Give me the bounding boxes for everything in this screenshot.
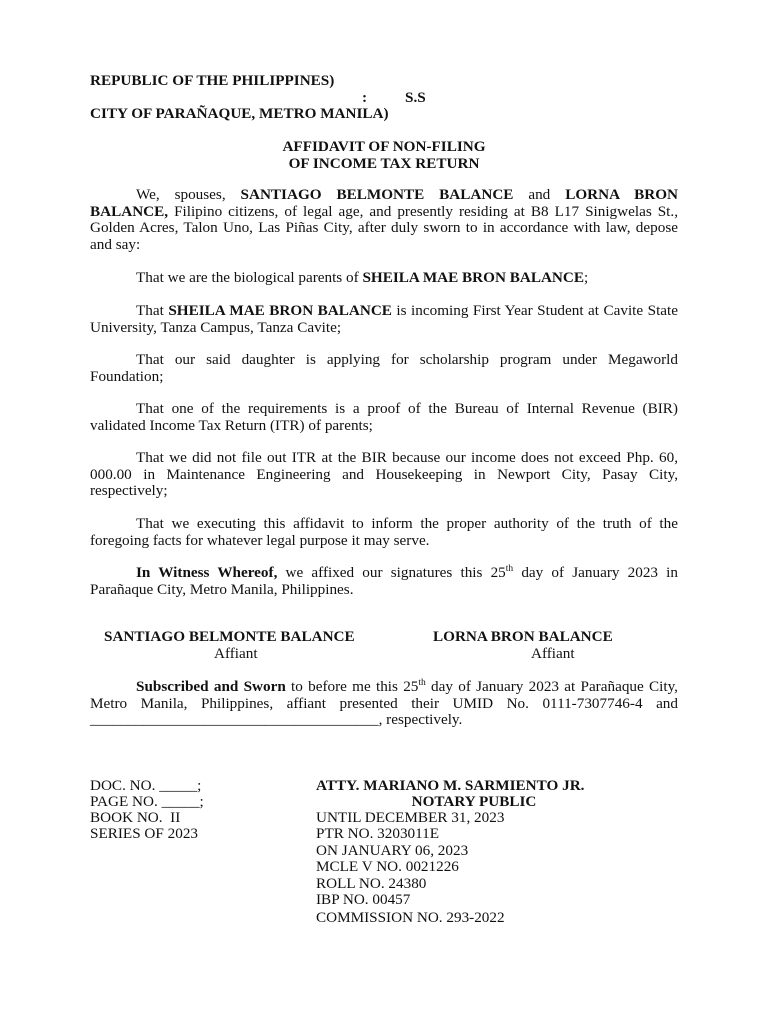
notary-name: ATTY. MARIANO M. SARMIENTO JR. xyxy=(316,777,585,794)
notary-mcle: MCLE V NO. 0021226 xyxy=(316,858,459,875)
paragraph-scholarship: That our said daughter is applying for scholarship program under Megaworld Foundation; xyxy=(90,351,678,385)
notary-ptr: PTR NO. 3203011E xyxy=(316,825,440,842)
notary-ptr-date: ON JANUARY 06, 2023 xyxy=(316,842,469,859)
affiant-name-1: SANTIAGO BELMONTE BALANCE xyxy=(240,186,514,203)
affiant-name-2: LORNA BRON BALANCE, xyxy=(90,186,678,220)
document-title xyxy=(90,139,678,172)
signatory-right-role: Affiant xyxy=(531,645,575,662)
venue-line-2: : S.S xyxy=(362,89,426,106)
paragraph-parents: That we are the biological parents of SHEILA MAE BRON BALANCE; xyxy=(136,269,589,286)
notary-until: UNTIL DECEMBER 31, 2023 xyxy=(316,809,505,826)
notary-roll: ROLL NO. 24380 xyxy=(316,875,427,892)
notary-commission: COMMISSION NO. 293-2022 xyxy=(316,909,505,926)
paragraph-income: That we did not file out ITR at the BIR because our income does not exceed Php. 60, 000.00 in Maintenance Engineering and Housekeeping in Newport City, Pasay City, respectively; xyxy=(90,449,678,500)
signatory-left-role: Affiant xyxy=(214,645,258,662)
notary-title: NOTARY PUBLIC xyxy=(411,793,537,810)
venue-line-3: CITY OF PARAÑAQUE, METRO MANILA) xyxy=(90,105,389,122)
paragraph-requirements: That one of the requirements is a proof of the Bureau of Internal Revenue (BIR) validated Income Tax Return (ITR) of parents; xyxy=(90,400,678,434)
daughter-name: SHEILA MAE BRON BALANCE xyxy=(362,269,584,286)
jurat-paragraph: Subscribed and Sworn to before me this 25th day of January 2023 at Parañaque City, Metro Manila, Philippines, affiant presented their UMID No. 0111-7307746-4 and ______________________________________, respectively. xyxy=(90,678,678,729)
title-line-1: AFFIDAVIT OF NON-FILING xyxy=(282,138,486,155)
paragraph-purpose: That we executing this affidavit to inform the proper authority of the truth of the foregoing facts for whatever legal purpose it may serve. xyxy=(90,515,678,549)
paragraph-witness: In Witness Whereof, we affixed our signatures this 25th day of January 2023 in Parañaque City, Metro Manila, Philippines. xyxy=(90,564,678,598)
paragraph-student: That SHEILA MAE BRON BALANCE is incoming First Year Student at Cavite State University, Tanza Campus, Tanza Cavite; xyxy=(90,302,678,336)
book-number: BOOK NO. II xyxy=(90,809,181,826)
paragraph-affiants: We, spouses, SANTIAGO BELMONTE BALANCE and LORNA BRON BALANCE, Filipino citizens, of legal age, and presently residing at B8 L17 Sinigwelas St., Golden Acres, Talon Uno, Las Piñas City, after duly sworn to in accordance with law, depose and say: xyxy=(90,186,678,253)
series-year: SERIES OF 2023 xyxy=(90,825,199,842)
title-line-2: OF INCOME TAX RETURN xyxy=(288,154,480,172)
doc-number: DOC. NO. _____; xyxy=(90,777,202,794)
signatory-right-name: LORNA BRON BALANCE xyxy=(433,628,613,645)
signatory-left-name: SANTIAGO BELMONTE BALANCE xyxy=(104,628,355,645)
daughter-name: SHEILA MAE BRON BALANCE xyxy=(168,302,392,319)
venue-line-1: REPUBLIC OF THE PHILIPPINES) xyxy=(90,72,335,89)
page-number: PAGE NO. _____; xyxy=(90,793,204,810)
notary-ibp: IBP NO. 00457 xyxy=(316,891,411,908)
